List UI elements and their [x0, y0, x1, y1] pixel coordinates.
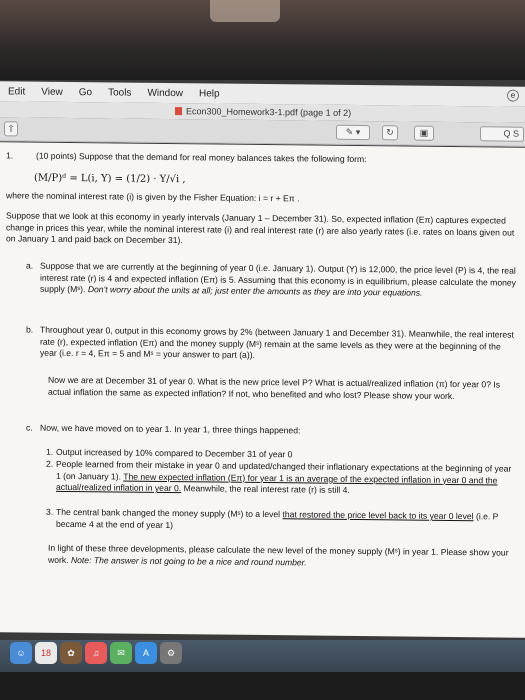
messages-icon[interactable]: ✉	[110, 642, 132, 664]
calendar-day: 18	[40, 648, 51, 658]
search-icon: Q S	[503, 128, 519, 139]
toolbox-button[interactable]: ▣	[414, 126, 434, 141]
list-item-3-tail: (i.e. P became 4 at the end of year 1)	[56, 511, 499, 530]
part-c-final-text: In light of these three developments, please calculate the new level of the money supply (Mˢ) in year 1. Please show your work.	[48, 542, 509, 565]
finder-icon[interactable]: ☺	[10, 642, 32, 664]
window-title: Econ300_Homework3-1.pdf (page 1 of 2)	[186, 106, 352, 118]
part-c-final	[48, 543, 512, 571]
part-a-label: a.	[26, 260, 34, 271]
share-button[interactable]: ⇧	[4, 121, 18, 136]
question-number: 1.	[6, 150, 14, 161]
music-icon[interactable]: ♫	[85, 642, 107, 664]
menu-tools[interactable]: Tools	[108, 86, 132, 99]
part-b-label: b.	[26, 324, 34, 335]
part-c	[26, 423, 516, 440]
settings-icon[interactable]: ⚙	[160, 642, 182, 664]
markup-pen-button[interactable]: ✎ ▾	[336, 125, 370, 140]
menu-window[interactable]: Window	[147, 87, 184, 99]
search-input[interactable]	[480, 126, 524, 141]
part-a-text: Suppose that we are currently at the beginning of year 0 (i.e. January 1). Output (Y) is 12,000, the price level (P) is 4, the real interest rate (r) is 4 and expected inflation (Eπ) is 5. Assuming that this economy is in equilibrium, please calculate the money supply (Mˢ).	[40, 260, 516, 295]
menu-edit[interactable]: Edit	[8, 85, 26, 98]
app-store-icon[interactable]: A	[135, 642, 157, 664]
menu-go[interactable]: Go	[78, 86, 93, 98]
part-c-label: c.	[26, 422, 33, 433]
part-c-text: Now, we have moved on to year 1. In year 1, three things happened:	[40, 422, 301, 436]
fisher-equation-text: where the nominal interest rate (i) is given by the Fisher Equation: i = r + Eπ .	[6, 190, 300, 204]
status-icon[interactable]: e	[507, 90, 519, 102]
list-item-1-text: Output increased by 10% compared to December 31 of year 0	[56, 446, 293, 460]
list-item: 2. People learned from their mistake in year 0 and updated/changed their inflationary expectations at the beginning of year 1 (on January 1). The new expected inflation (Eπ) for year 1 is an average of the expected inflation in year 0 and the actual/realized inflation in year 0. Meanwhile, the real interest rate (r) is still 4.	[46, 458, 512, 496]
calendar-icon[interactable]	[35, 642, 57, 664]
menu-help[interactable]: Help	[199, 87, 220, 100]
pdf-page	[0, 142, 525, 637]
part-a-note: Don't worry about the units at all; just enter the amounts as they are into your equations.	[87, 284, 423, 298]
money-demand-formula: (M/P)ᵈ = L(i, Y) = (1/2) · Y/√i ,	[34, 172, 186, 186]
part-b	[26, 325, 516, 365]
screen-bezel-top	[0, 0, 525, 80]
part-b-text: Throughout year 0, output in this economy grows by 2% (between January 1 and December 31). Meanwhile, the real interest rate (r), expected inflation (Eπ) and the money supply (Mˢ) remain at the same levels as they were at the beginning of the year (i.e. r = 4, Eπ = 5 and Mˢ = your answer to part (a)).	[40, 324, 514, 361]
list-item-2-text: People learned from their mistake in year 0 and updated/changed their inflationary expectations at the beginning of year 1 (on January 1).	[56, 458, 512, 482]
part-c-final-note: Note: The answer is not going to be a nice and round number.	[70, 554, 307, 568]
intro-paragraph: Suppose that we look at this economy in yearly intervals (January 1 – December 31). So, expected inflation (Eπ) captures expected change in prices this year, while the nominal interest rate (i) and real interest rate (r) are also yearly rates (i.e. rates on loans given out on January 1 and paid back on December 31).	[6, 210, 515, 246]
photos-icon[interactable]: ✿	[60, 642, 82, 664]
list-item: 3. The central bank changed the money supply (Mˢ) to a level that restored the price level back to its year 0 level (i.e. P became 4 at the end of year 1)	[46, 506, 499, 530]
list-item-3-underline: that restored the price level back to its year 0 level	[282, 509, 474, 522]
menu-view[interactable]: View	[41, 86, 63, 98]
screen-bezel-bottom	[0, 672, 525, 700]
list-item: 1. Output increased by 10% compared to December 31 of year 0	[46, 446, 293, 460]
question-header: (10 points) Suppose that the demand for real money balances takes the following form:	[36, 150, 367, 165]
list-item-3-text: The central bank changed the money supply (Mˢ) to a level	[56, 506, 281, 520]
rotate-button[interactable]: ↻	[382, 125, 398, 140]
part-b-questions: Now we are at December 31 of year 0. What is the new price level P? What is actual/realized inflation (π) for year 0? Is actual inflation the same as expected inflation? If not, who benefited and who lost? Please show your work.	[48, 374, 501, 401]
part-a	[26, 261, 516, 301]
background-blur	[210, 0, 280, 22]
list-item-2-tail: Meanwhile, the real interest rate (r) is still 4.	[183, 483, 350, 496]
pdf-file-icon	[175, 107, 182, 115]
list-item-2-underline: The new expected inflation (Eπ) for year 1 is an average of the expected inflation in year 0 and the actual/realized inflation in year 0.	[56, 471, 498, 494]
